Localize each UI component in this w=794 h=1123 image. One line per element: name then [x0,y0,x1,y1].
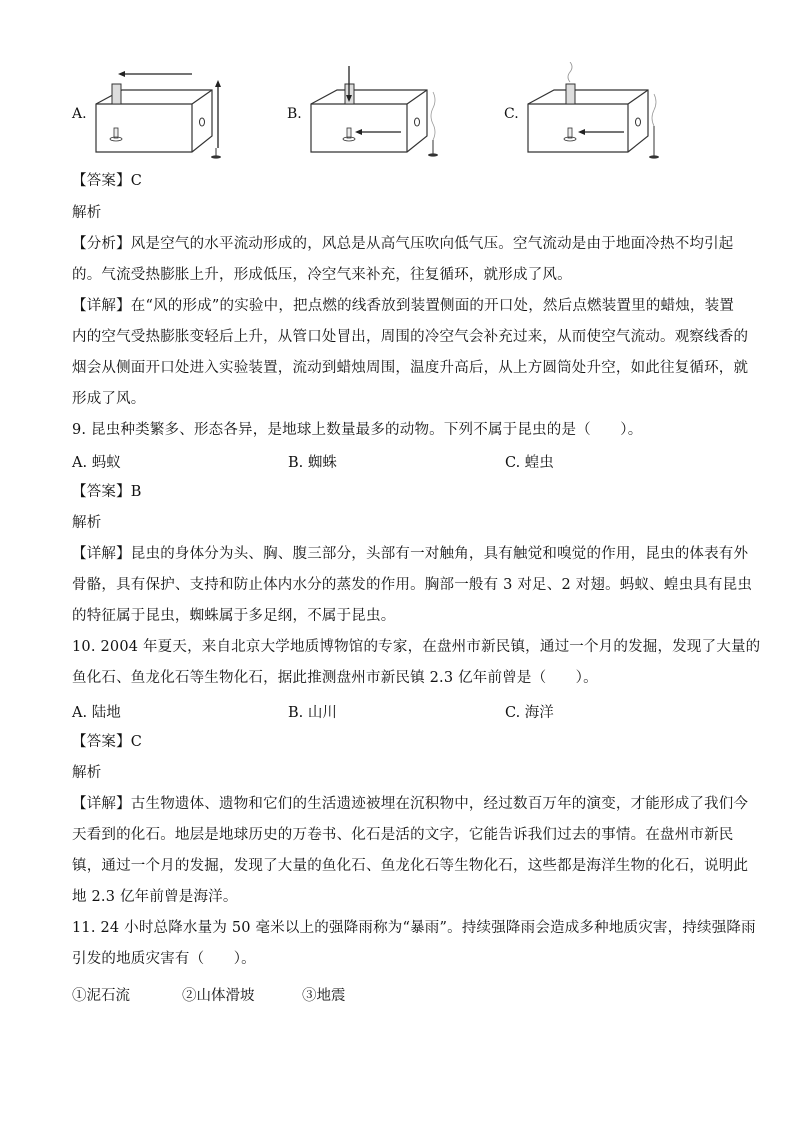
q11-item-1: ①泥石流 [72,988,130,1004]
q9-detail-line-1: 【详解】昆虫的身体分为头、胸、腹三部分，头部有一对触角，具有触觉和嗅觉的作用，昆虫的体表有外 [72,546,749,562]
figure-a-apparatus-diagram [92,62,232,162]
q9-option-b: B. 蜘蛛 [288,455,337,471]
figure-c-label: C. [504,106,519,122]
q10-option-b: B. 山川 [288,705,337,721]
q10-detail-line-3: 镇，通过一个月的发掘，发现了大量的鱼化石、鱼龙化石等生物化石，这些都是海洋生物的化石，说明此 [72,858,749,874]
q10-detail-line-2: 天看到的化石。地层是地球历史的万卷书、化石是活的文字，它能告诉我们过去的事情。在盘州市新民 [72,827,734,843]
q9-question: 9. 昆虫种类繁多、形态各异，是地球上数量最多的动物。下列不属于昆虫的是（ ）。 [72,422,643,438]
q9-answer: 【答案】B [72,484,142,500]
q10-option-c: C. 海洋 [505,705,554,721]
q9-detail-line-3: 的特征属于昆虫，蜘蛛属于多足纲，不属于昆虫。 [72,608,396,624]
q10-detail-line-4: 地 2.3 亿年前曾是海洋。 [72,889,238,905]
q10-analysis-heading: 解析 [72,765,102,781]
q9-analysis-heading: 解析 [72,515,102,531]
q11-item-2: ②山体滑坡 [182,988,255,1004]
q8-detail-line-1: 【详解】在“风的形成”的实验中，把点燃的线香放到装置侧面的开口处，然后点燃装置里的蜡烛，装置 [72,298,735,314]
figure-a [72,62,272,162]
q9-option-c: C. 蝗虫 [505,455,554,471]
q10-detail-line-1: 【详解】古生物遗体、遗物和它们的生活遗迹被埋在沉积物中，经过数百万年的演变，才能形成了我们今 [72,796,749,812]
q8-answer: 【答案】C [72,173,143,189]
figure-b-label: B. [287,106,302,122]
figure-b-apparatus-diagram [307,62,447,162]
q11-question-line-1: 11. 24 小时总降水量为 50 毫米以上的强降雨称为“暴雨”。持续强降雨会造成多种地质灾害，持续强降雨 [72,920,756,936]
q8-analysis-line-1: 【分析】风是空气的水平流动形成的，风总是从高气压吹向低气压。空气流动是由于地面冷热不均引起 [72,236,734,252]
q8-detail-line-4: 形成了风。 [72,391,146,407]
q11-question-line-2: 引发的地质灾害有（ ）。 [72,951,256,967]
q11-item-3: ③地震 [302,988,346,1004]
figure-row [72,62,722,162]
q8-analysis-line-2: 的。气流受热膨胀上升，形成低压，冷空气来补充，往复循环，就形成了风。 [72,267,572,283]
figure-c [504,62,714,162]
q10-question-line-2: 鱼化石、鱼龙化石等生物化石，据此推测盘州市新民镇 2.3 亿年前曾是（ ）。 [72,670,598,686]
q9-option-a: A. 蚂蚁 [72,455,121,471]
q9-detail-line-2: 骨骼，具有保护、支持和防止体内水分的蒸发的作用。胸部一般有 3 对足、2 对翅。蚂蚁、蝗虫具有昆虫 [72,577,753,593]
q8-analysis-heading: 解析 [72,205,102,221]
q10-answer: 【答案】C [72,734,143,750]
q10-option-a: A. 陆地 [72,705,121,721]
q10-question-line-1: 10. 2004 年夏天，来自北京大学地质博物馆的专家，在盘州市新民镇，通过一个月的发掘，发现了大量的 [72,639,761,655]
q8-detail-line-3: 烟会从侧面开口处进入实验装置，流动到蜡烛周围，温度升高后，从上方圆筒处升空，如此往复循环，就 [72,360,749,376]
figure-b [287,62,487,162]
q8-detail-line-2: 内的空气受热膨胀变轻后上升，从管口处冒出，周围的冷空气会补充过来，从而使空气流动。观察线香的 [72,329,749,345]
figure-c-apparatus-diagram [524,62,674,162]
figure-a-label: A. [72,106,87,122]
